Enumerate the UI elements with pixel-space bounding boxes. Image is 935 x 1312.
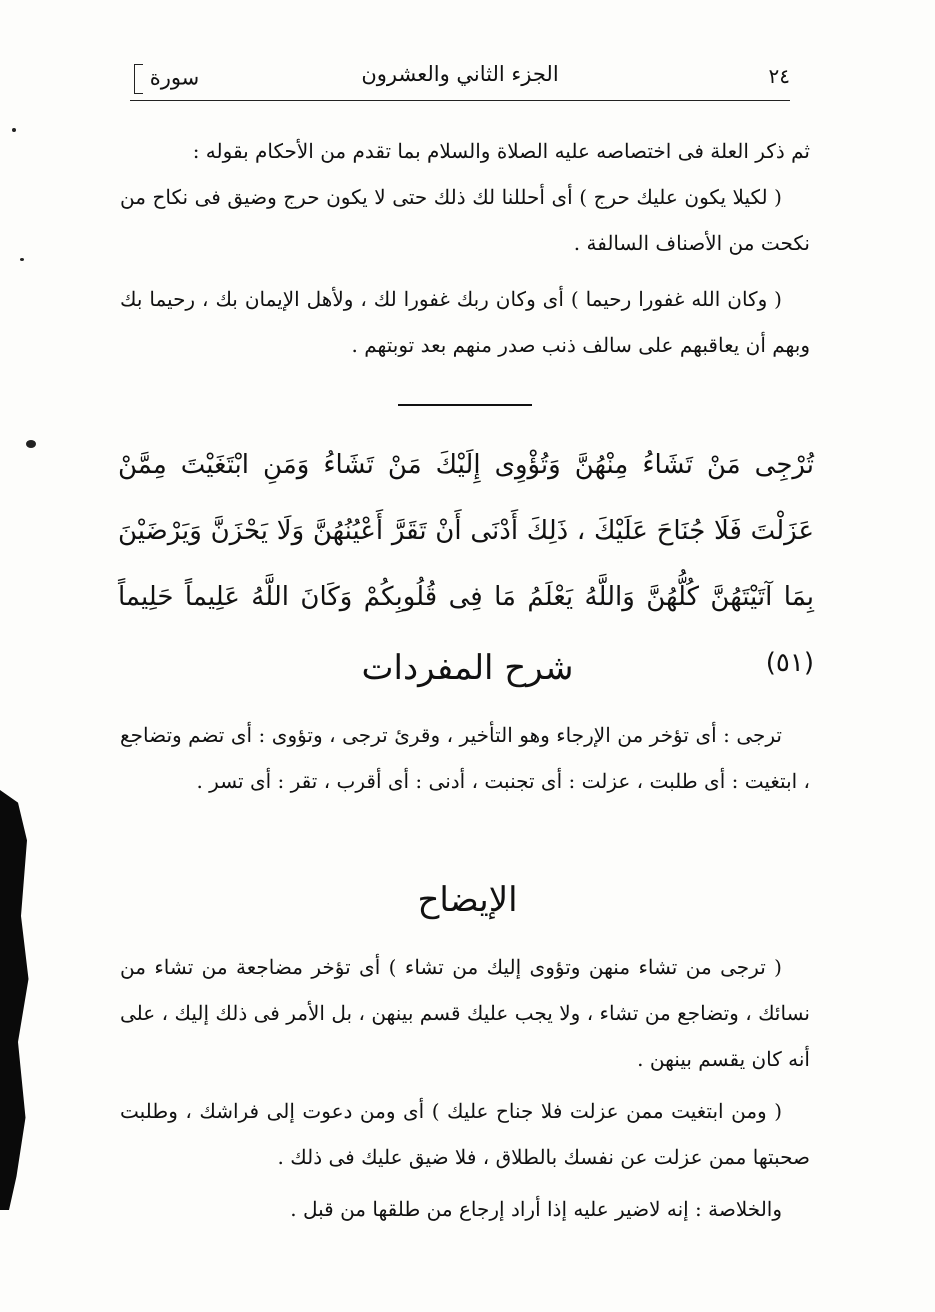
surah-label [130,64,199,94]
explanation-paragraph-1: ( ترجى من تشاء منهن وتؤوى إليك من تشاء ) أى تؤخر مضاجعة من تشاء من نسائك ، وتضاجع من تشاء ، ولا يجب عليك قسم بينهن ، بل الأمر فى ذلك إليك ، على أنه كان يقسم بينهن . [120,955,810,1071]
scan-speck [20,258,24,261]
quran-verse: تُرْجِى مَنْ تَشَاءُ مِنْهُنَّ وَتُؤْوِى إِلَيْكَ مَنْ تَشَاءُ وَمَنِ ابْتَغَيْتَ مِمَّنْ عَزَلْتَ فَلَا جُنَاحَ عَلَيْكَ ، ذَلِكَ أَدْنَى أَنْ تَقَرَّ أَعْيُنُهُنَّ وَلَا يَحْزَنَّ وَيَرْضَيْنَ بِمَا آتَيْتَهُنَّ كُلُّهُنَّ وَاللَّهُ يَعْلَمُ مَا فِى قُلُوبِكُمْ وَكَانَ اللَّهُ عَلِيماً حَلِيماً (٥١) [118,450,814,678]
scan-speck [26,440,36,448]
part-title: الجزء الثاني والعشرون [361,62,559,86]
surah-label-text: سورة [149,65,200,90]
vocab-paragraph: ترجى : أى تؤخر من الإرجاء وهو التأخير ، وقرئ ترجى ، وتؤوى : أى تضم وتضاجع ، ابتغيت : أى طلبت ، عزلت : أى تجنبت ، أدنى : أى أقرب ، تقر : أى تسر . [120,723,810,793]
intro-section [120,128,810,368]
vocab-title: شرح المفردات [361,648,574,688]
section-divider [398,404,532,406]
page-number: ٢٤ [768,64,790,88]
explanation-section [120,944,810,1232]
vocab-section [120,712,810,804]
header-rule [130,100,790,101]
bracket-mark [134,64,143,94]
explanation-paragraph-3: والخلاصة : إنه لاضير عليه إذا أراد إرجاع من طلقها من قبل . [290,1197,782,1221]
intro-paragraph-3: ( وكان الله غفورا رحيما ) أى وكان ربك غفورا لك ، ولأهل الإيمان بك ، رحيما بك وبهم أن يعاقبهم على سالف ذنب صدر منهم بعد توبتهم . [120,287,810,357]
intro-paragraph-1: ثم ذكر العلة فى اختصاصه عليه الصلاة والسلام بما تقدم من الأحكام بقوله : [192,139,810,163]
explanation-title: الإيضاح [417,880,518,920]
explanation-paragraph-2: ( ومن ابتغيت ممن عزلت فلا جناح عليك ) أى ومن دعوت إلى فراشك ، وطلبت صحبتها ممن عزلت عن نفسك بالطلاق ، فلا ضيق عليك فى ذلك . [120,1099,810,1169]
scan-shadow-edge [0,790,30,1210]
scan-speck [12,128,16,132]
intro-paragraph-2: ( لكيلا يكون عليك حرج ) أى أحللنا لك ذلك حتى لا يكون حرج وضيق فى نكاح من نكحت من الأصناف السالفة . [120,185,810,255]
page-header [130,56,790,100]
